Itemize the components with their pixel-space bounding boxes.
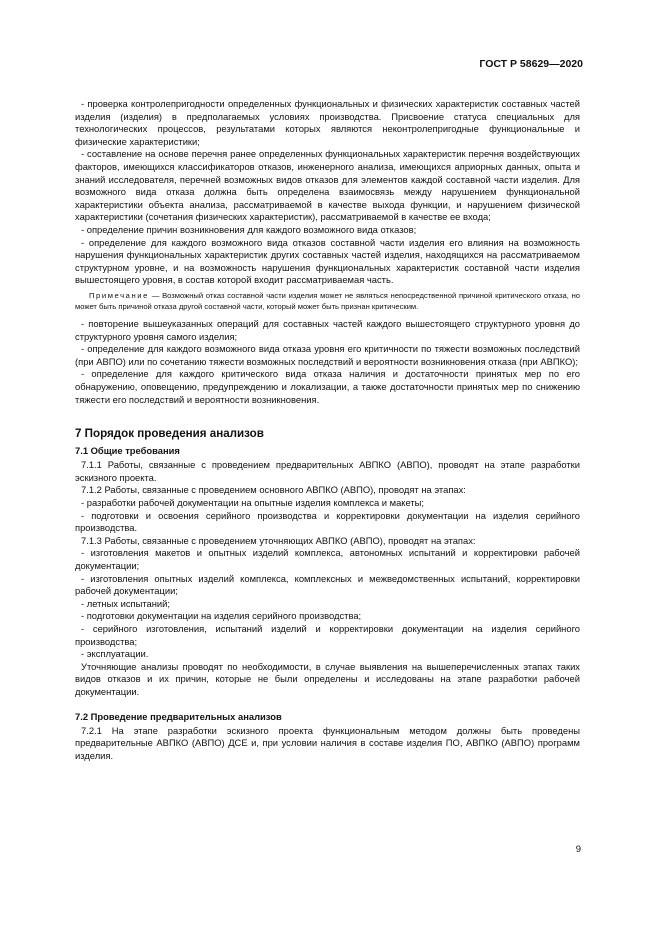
list-item-criticality-level: - определение для каждого возможного вида отказа уровня его критичности по тяжести возможных последствий (при АВПО) или по сочетанию тяжести возможных последствий и вероятности возникновения отказа (при АВПКО); [75, 343, 580, 367]
note-text: — Возможный отказ составной части изделия может не являться непосредственной причиной критического отказа, но может быть причиной отказа другой составной части, который может быть признан критическим. [75, 290, 580, 311]
note-label: Примечание [89, 290, 149, 300]
list-item-serial-documentation: - подготовки документации на изделия серийного производства; [81, 610, 362, 622]
list-item-failure-modes-list: - составление на основе перечня ранее определенных функциональных характеристик перечня воздействующих факторов, имеющихся классификаторов отказов, инженерного анализа, имеющихся априорных данных, опыта и знаний исследователя, перечней возможных видов отказов для элементов каждой составной части изделия. Для возможного вида отказа должна быть определена взаимосвязь между нарушением функциональной характеристики объекта анализа, рассматриваемой в качестве выхода функции, и нарушением физической характеристики (сочетания физических характеристик), рассматриваемой в качестве ее входа; [75, 148, 580, 223]
list-item-failure-effects: - определение для каждого возможного вида отказов составной части изделия его влияния на возможность нарушения функциональных характеристик других составных частей изделия, находящихся на рассматриваемом структурном уровне, и на возможность нарушения функциональных характеристик составной части изделия вышестоящего уровня, в состав которой входит рассматриваемая часть. [75, 236, 580, 286]
list-item-critical-measures: - определение для каждого критического вида отказа наличия и достаточности принятых мер по его обнаружению, оповещению, предупреждению и локализации, а также достаточности принятых мер по снижению тяжести его последствий и вероятности возникновения. [75, 368, 580, 405]
document-standard-header: ГОСТ Р 58629—2020 [479, 58, 583, 70]
list-item-flight-tests: - летных испытаний; [81, 597, 170, 609]
subsection-7-1-heading: 7.1 Общие требования [75, 445, 180, 457]
paragraph-refining-analyses: Уточняющие анализы проводят по необходимости, в случае выявления на вышеперечисленных этапах таких видов отказов и их причин, которые не были определены и исследованы на этапе разработки рабочей документации. [75, 660, 580, 697]
note [75, 291, 580, 312]
paragraph-7-2-1: 7.2.1 На этапе разработки эскизного проекта функциональным методом должны быть проведены предварительные АВПКО (АВПО) ДСЕ и, при условии наличия в составе изделия ПО, АВПКО (АВПО) программ изделия. [75, 724, 580, 761]
section-7-heading: 7 Порядок проведения анализов [75, 427, 264, 441]
list-item-failure-causes: - определение причин возникновения для каждого возможного вида отказов; [81, 223, 417, 235]
list-item-prototypes-manufacturing: - изготовления опытных изделий комплекса, комплексных и межведомственных испытаний, корректировки рабочей документации; [75, 572, 580, 597]
list-item-serial-production-prep: - подготовки и освоения серийного производства и корректировки документации на изделия серийного производства. [75, 509, 580, 534]
list-item-mockups-manufacturing: - изготовления макетов и опытных изделий комплекса, автономных испытаний и корректировки рабочей документации; [75, 547, 580, 571]
list-item-testability-check: - проверка контролепригодности определенных функциональных и физических характеристик составных частей изделия (изделия) в предполагаемых условиях производства. Присвоение статуса специальных для технологических процессов, результатами которых являются неконтролепригодные функциональные и физические характеристики; [75, 98, 580, 147]
list-item-operation: - эксплуатации. [81, 648, 149, 660]
list-item-repeat-operations: - повторение вышеуказанных операций для составных частей каждого вышестоящего структурного уровня до структурного уровня самого изделия; [75, 318, 580, 342]
subsection-7-2-heading: 7.2 Проведение предварительных анализов [75, 710, 282, 722]
page-number: 9 [575, 844, 581, 855]
paragraph-7-1-1: 7.1.1 Работы, связанные с проведением предварительных АВПКО (АВПО), проводят на этапе разработки эскизного проекта. [75, 459, 580, 483]
paragraph-7-1-3: 7.1.3 Работы, связанные с проведением уточняющих АВПКО (АВПО), проводят на этапах: [81, 534, 476, 546]
list-item-serial-manufacturing: - серийного изготовления, испытаний изделий и корректировки документации на изделия серийного производства; [75, 622, 580, 647]
paragraph-7-1-2: 7.1.2 Работы, связанные с проведением основного АВПКО (АВПО), проводят на этапах: [81, 484, 466, 496]
list-item-working-documentation: - разработки рабочей документации на опытные изделия комплекса и макеты; [81, 497, 425, 509]
page-content [75, 98, 580, 762]
